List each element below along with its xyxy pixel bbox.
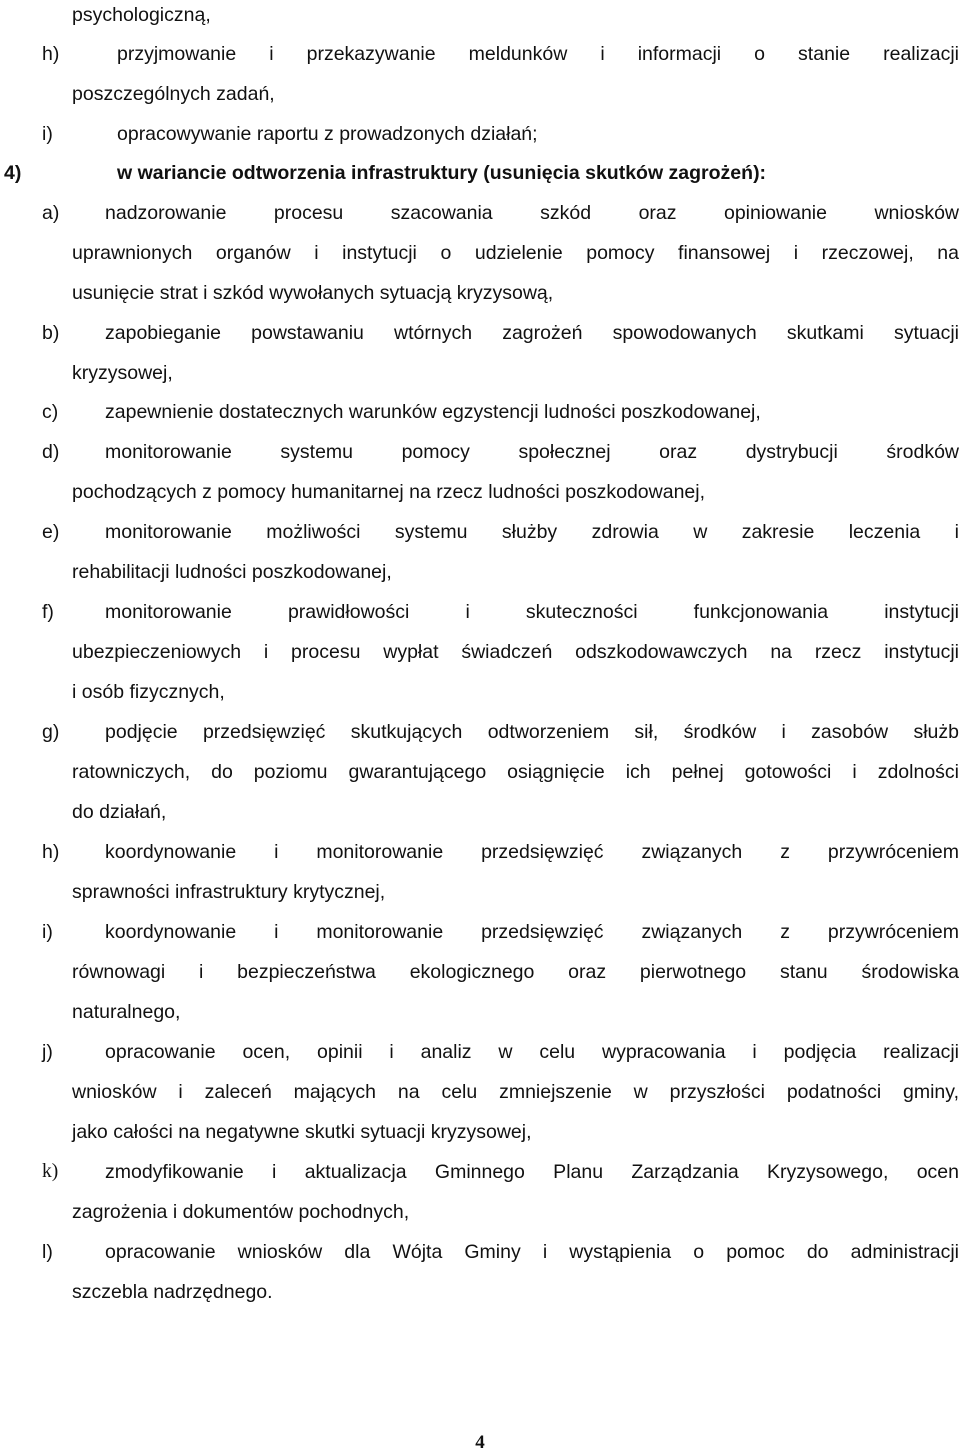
item-text: nadzorowanie procesu szacowania szkód oraz opiniowanie wniosków: [105, 202, 959, 224]
page-number: 4: [475, 1432, 485, 1453]
text-line: sprawności infrastruktury krytycznej,: [72, 881, 386, 903]
item-label: l): [42, 1241, 53, 1263]
item-label: k): [42, 1161, 59, 1182]
item-text: monitorowanie możliwości systemu służby zdrowia w zakresie leczenia i: [105, 521, 959, 543]
section-number: 4): [4, 162, 22, 184]
text-line: równowagi i bezpieczeństwa ekologicznego oraz pierwotnego stanu środowiska: [72, 961, 959, 983]
text-line: usunięcie strat i szkód wywołanych sytuacją kryzysową,: [72, 282, 554, 304]
item-text: zapobieganie powstawaniu wtórnych zagrożeń spowodowanych skutkami sytuacji: [105, 322, 959, 344]
item-label: j): [42, 1041, 53, 1063]
item-label: i): [42, 921, 53, 943]
item-text: opracowanie ocen, opinii i analiz w celu wypracowania i podjęcia realizacji: [105, 1041, 959, 1063]
item-text: podjęcie przedsięwzięć skutkujących odtworzeniem sił, środków i zasobów służb: [105, 721, 959, 743]
item-label: h): [42, 43, 60, 65]
text-line: i osób fizycznych,: [72, 681, 225, 703]
item-text: opracowywanie raportu z prowadzonych działań;: [117, 123, 538, 145]
item-text: monitorowanie systemu pomocy społecznej oraz dystrybucji środków: [105, 441, 959, 463]
item-label: a): [42, 202, 60, 224]
item-label: e): [42, 521, 60, 543]
item-text: zapewnienie dostatecznych warunków egzystencji ludności poszkodowanej,: [105, 401, 761, 423]
text-line: poszczególnych zadań,: [72, 83, 275, 105]
item-text: przyjmowanie i przekazywanie meldunków i informacji o stanie realizacji: [117, 43, 959, 65]
item-text: koordynowanie i monitorowanie przedsięwzięć związanych z przywróceniem: [105, 841, 959, 863]
text-line: ratowniczych, do poziomu gwarantującego osiągnięcie ich pełnej gotowości i zdolności: [72, 761, 959, 783]
item-label: i): [42, 123, 53, 145]
text-line: pochodzących z pomocy humanitarnej na rzecz ludności poszkodowanej,: [72, 481, 706, 503]
text-line: do działań,: [72, 801, 167, 823]
item-text: monitorowanie prawidłowości i skuteczności funkcjonowania instytucji: [105, 601, 959, 623]
text-line: uprawnionych organów i instytucji o udzielenie pomocy finansowej i rzeczowej, na: [72, 242, 959, 264]
item-label: d): [42, 441, 60, 463]
item-text: opracowanie wniosków dla Wójta Gminy i wystąpienia o pomoc do administracji: [105, 1241, 959, 1263]
item-label: f): [42, 601, 54, 623]
item-label: g): [42, 721, 60, 743]
text-line: ubezpieczeniowych i procesu wypłat świadczeń odszkodowawczych na rzecz instytucji: [72, 641, 959, 663]
text-line: zagrożenia i dokumentów pochodnych,: [72, 1201, 410, 1223]
text-line: rehabilitacji ludności poszkodowanej,: [72, 561, 392, 583]
text-line: naturalnego,: [72, 1001, 181, 1023]
item-text: koordynowanie i monitorowanie przedsięwzięć związanych z przywróceniem: [105, 921, 959, 943]
item-text: zmodyfikowanie i aktualizacja Gminnego Planu Zarządzania Kryzysowego, ocen: [105, 1161, 959, 1183]
item-label: c): [42, 401, 59, 423]
text-line: szczebla nadrzędnego.: [72, 1281, 273, 1303]
text-line: psychologiczną,: [72, 4, 211, 26]
text-line: jako całości na negatywne skutki sytuacji kryzysowej,: [72, 1121, 532, 1143]
section-title: w wariancie odtworzenia infrastruktury (usunięcia skutków zagrożeń):: [117, 162, 767, 184]
item-label: b): [42, 322, 60, 344]
text-line: kryzysowej,: [72, 362, 173, 384]
item-label: h): [42, 841, 60, 863]
text-line: wniosków i zaleceń mających na celu zmniejszenie w przyszłości podatności gminy,: [72, 1081, 959, 1103]
